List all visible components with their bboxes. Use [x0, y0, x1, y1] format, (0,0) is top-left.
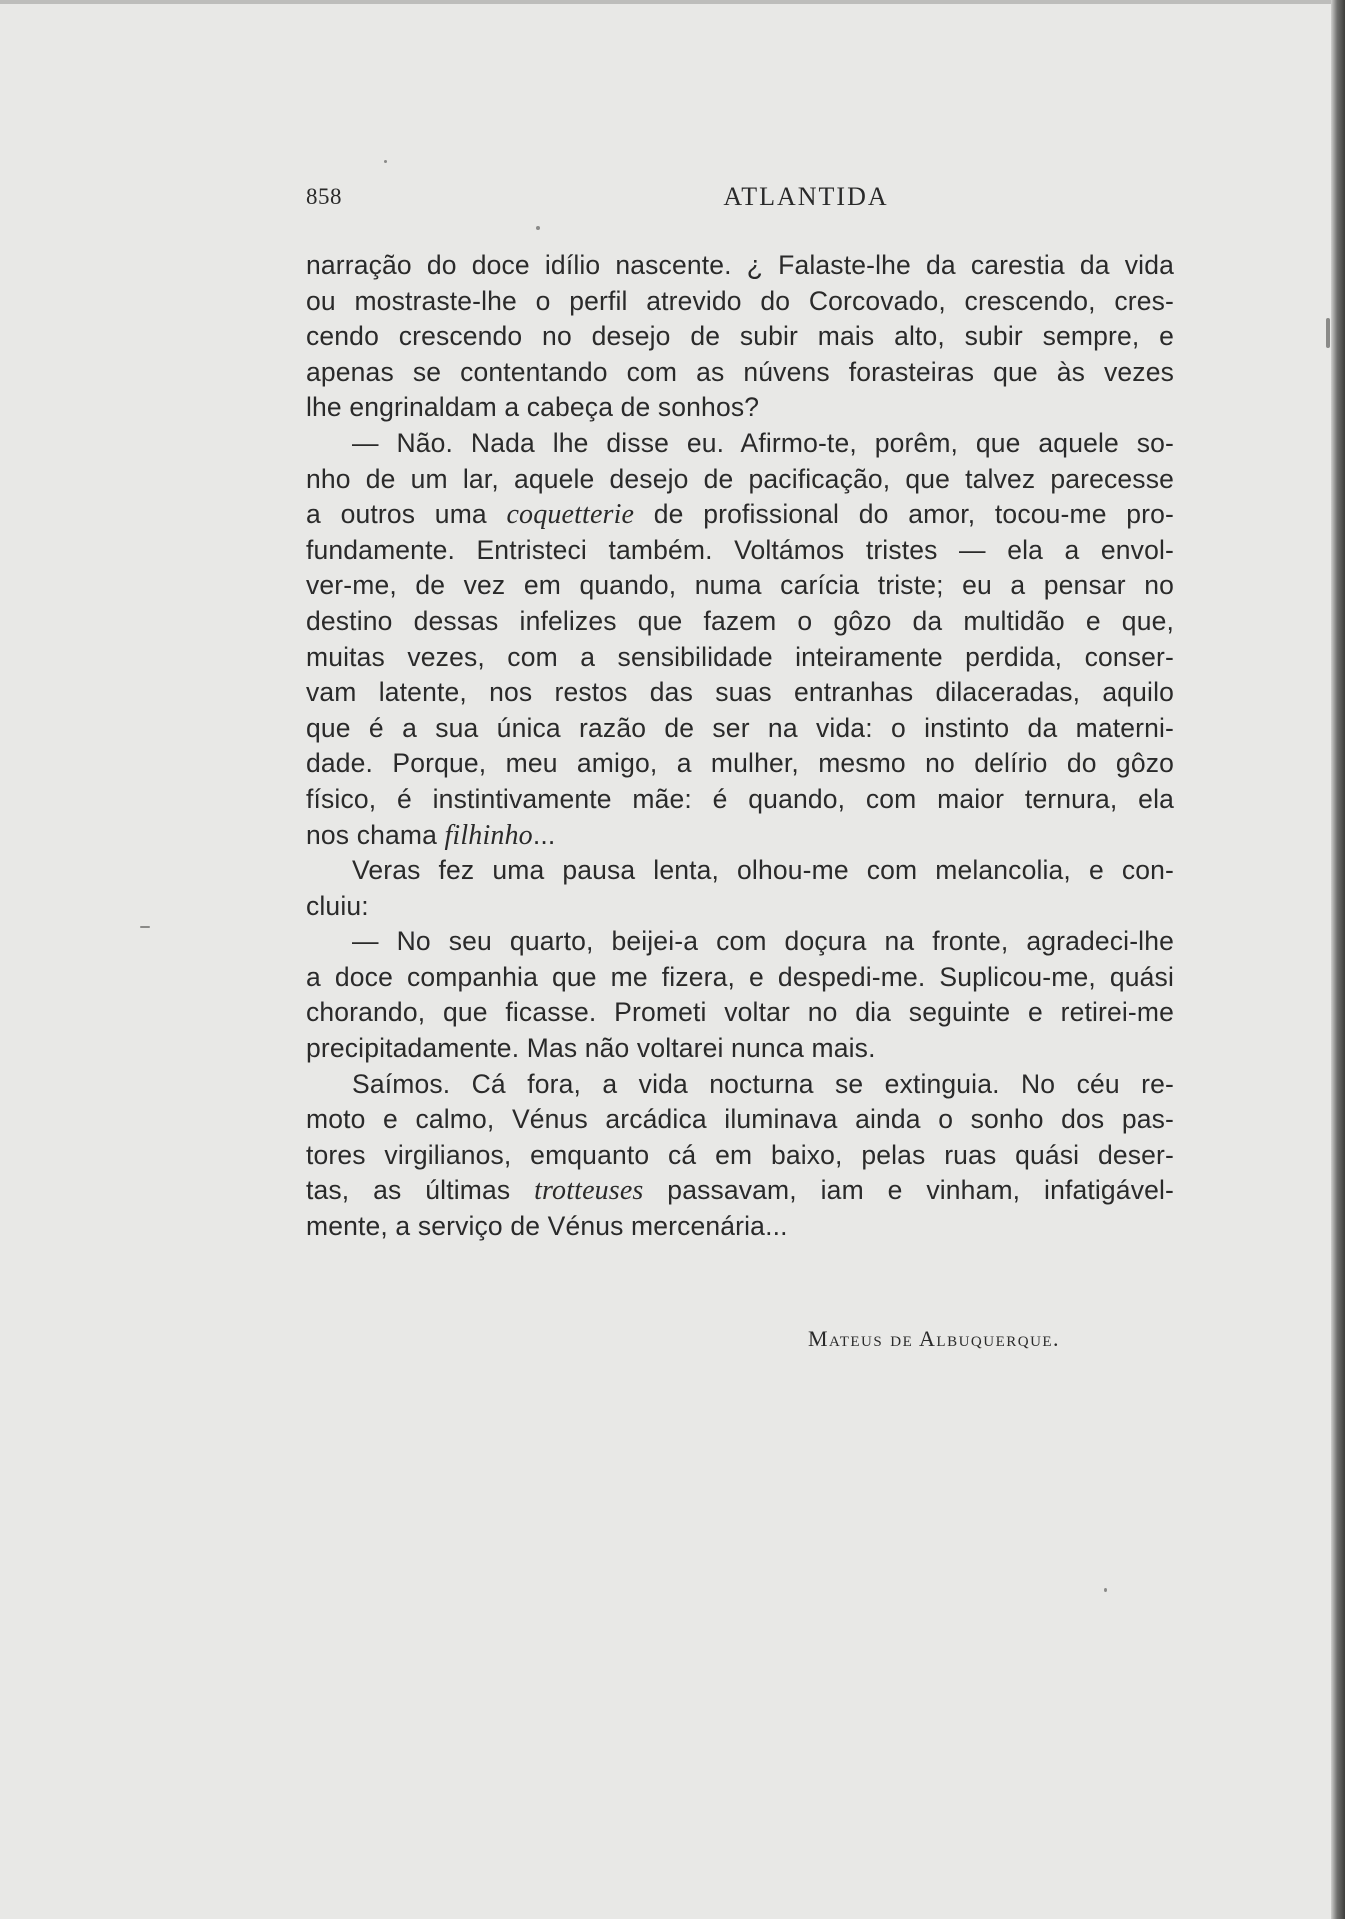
paragraph-1-end	[306, 390, 1174, 426]
text-line: ver-me, de vez em quando, numa carícia triste; eu a pensar no	[306, 570, 1174, 601]
paragraph-5-end	[306, 1209, 1174, 1245]
text-line: de profissional do amor, tocou-me pro-	[634, 499, 1174, 530]
paragraph-3-end	[306, 889, 1174, 925]
text-line: ...	[532, 819, 556, 850]
text-line: precipitadamente. Mas não voltarei nunca mais.	[306, 1033, 876, 1064]
page-binding-shadow	[1331, 0, 1345, 1919]
paper-speck	[1104, 1588, 1107, 1592]
paragraph-4	[306, 924, 1174, 1031]
text-line: chorando, que ficasse. Prometi voltar no dia seguinte e retirei-me	[306, 997, 1174, 1028]
text-line: passavam, iam e vinham, infatigável-	[643, 1175, 1174, 1206]
text-line: — No seu quarto, beijei-a com doçura na fronte, agradeci-lhe	[352, 926, 1174, 957]
text-line: nho de um lar, aquele desejo de pacificação, que talvez parecesse	[306, 463, 1174, 494]
page-top-edge	[0, 0, 1345, 4]
paragraph-2-end	[306, 818, 1174, 854]
text-line: ou mostraste-lhe o perfil atrevido do Corcovado, crescendo, cres-	[306, 285, 1174, 316]
page-header	[306, 182, 1246, 218]
text-line: vam latente, nos restos das suas entranhas dilaceradas, aquilo	[306, 677, 1174, 708]
italic-word: coquetterie	[506, 499, 635, 531]
paragraph-2	[306, 426, 1174, 818]
text-line: nos chama	[306, 819, 445, 850]
paper-speck	[536, 226, 540, 230]
text-line: — Não. Nada lhe disse eu. Afirmo-te, porêm, que aquele so-	[352, 427, 1174, 458]
text-line: destino dessas infelizes que fazem o gôzo da multidão e que,	[306, 605, 1174, 636]
text-line: tores virgilianos, emquanto cá em baixo, pelas ruas quási deser-	[306, 1139, 1174, 1170]
paragraph-5	[306, 1067, 1174, 1209]
text-line: que é a sua única razão de ser na vida: o instinto da materni-	[306, 712, 1174, 743]
text-line: dade. Porque, meu amigo, a mulher, mesmo no delírio do gôzo	[306, 748, 1174, 779]
paper-speck	[1326, 318, 1330, 348]
paper-speck	[384, 160, 387, 163]
text-line: Veras fez uma pausa lenta, olhou-me com melancolia, e con-	[352, 855, 1174, 886]
text-line: cluiu:	[306, 890, 369, 921]
text-line: mente, a serviço de Vénus mercenária...	[306, 1211, 788, 1242]
text-line: físico, é instintivamente mãe: é quando, com maior ternura, ela	[306, 783, 1174, 814]
text-line: fundamente. Entristeci também. Voltámos tristes — ela a envol-	[306, 534, 1174, 565]
text-line: a outros uma	[306, 499, 507, 530]
text-line: apenas se contentando com as núvens forasteiras que às vezes	[306, 356, 1174, 387]
text-line: moto e calmo, Vénus arcádica iluminava ainda o sonho dos pas-	[306, 1104, 1174, 1135]
text-line: narração do doce idílio nascente. ¿ Falaste-lhe da carestia da vida	[306, 250, 1174, 280]
body-text	[306, 248, 1174, 1245]
paragraph-1	[306, 248, 1174, 390]
text-line: a doce companhia que me fizera, e despedi-me. Suplicou-me, quási	[306, 961, 1174, 992]
running-title: ATLANTIDA	[723, 182, 889, 211]
text-line: Saímos. Cá fora, a vida nocturna se extinguia. No céu re-	[352, 1068, 1174, 1099]
text-line: muitas vezes, com a sensibilidade inteiramente perdida, conser-	[306, 641, 1174, 672]
author-signature: Mateus de Albuquerque.	[808, 1326, 1061, 1351]
paragraph-3	[306, 853, 1174, 889]
italic-word: trotteuses	[534, 1175, 644, 1207]
paragraph-4-end	[306, 1031, 1174, 1067]
page-number: 858	[306, 184, 342, 209]
paper-speck	[140, 926, 150, 928]
italic-word: filhinho	[444, 819, 533, 851]
text-line: cendo crescendo no desejo de subir mais alto, subir sempre, e	[306, 321, 1174, 352]
text-line: tas, as últimas	[306, 1175, 535, 1206]
text-line: lhe engrinaldam a cabeça de sonhos?	[306, 392, 760, 423]
